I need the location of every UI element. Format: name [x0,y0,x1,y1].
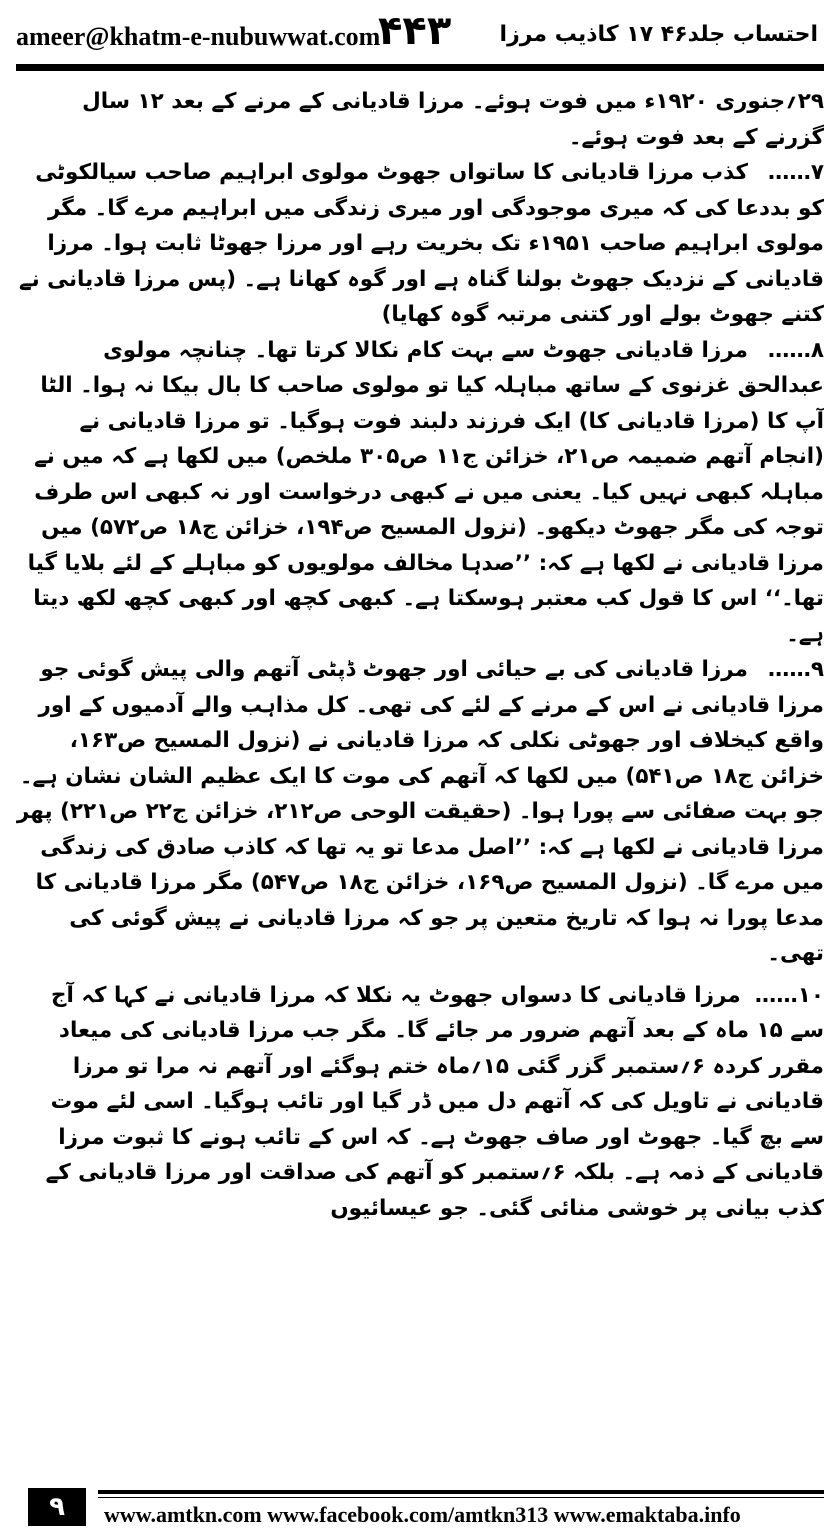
paragraph-text: مرزا قادیانی جھوٹ سے بہت کام نکالا کرتا تھا۔ چنانچہ مولوی عبدالحق غزنوی کے ساتھ مباہلہ کیا تو مولوی صاحب کا بال بیکا نہ ہوا۔ الٹا آپ کا (مرزا قادیانی کا) ایک فرزند دلبند فوت ہوگیا۔ تو مرزا قادیانی نے (انجام آتھم ضمیمہ ص۲۱، خزائن ج۱۱ ص۳۰۵ ملخص) میں لکھا ہے کہ میں نے مباہلہ کبھی نہیں کیا۔ یعنی میں نے کبھی درخواست اور نہ کبھی اس طرف توجہ کی مگر جھوٹ دیکھو۔ (نزول المسیح ص۱۹۴، خزائن ج۱۸ ص۵۷۲) میں مرزا قادیانی نے لکھا ہے کہ: ’’صدہا مخالف مولویوں کو مباہلے کے لئے بلایا گیا تھا۔‘‘ اس کا قول کب معتبر ہوسکتا ہے۔ کبھی کچھ اور کبھی کچھ لکھ دیتا ہے۔ [27,337,824,647]
header-page-number: ۴۴۳ [378,8,452,54]
paragraph-number: ۸…… [767,337,824,363]
body-text [16,84,824,1434]
header-series-title: احتساب جلد۴۶ ۱۷ کاذیب مرزا [499,22,818,47]
paragraph-text: مرزا قادیانی کا دسواں جھوٹ یہ نکلا کہ مرزا قادیانی نے کہا کہ آج سے ۱۵ ماہ کے بعد آتھم ضرور مر جائے گا۔ مگر جب مرزا قادیانی کی میعاد مقرر کردہ ۶؍ستمبر گزر گئی ۱۵؍ماہ ختم ہوگئے اور آتھم نہ مرا تو مرزا قادیانی نے تاویل کی کہ آتھم دل میں ڈر گیا اور تائب ہوگیا۔ اسی لئے موت سے بچ گیا۔ جھوٹ اور صاف جھوٹ ہے۔ کہ اس کے تائب ہونے کا ثبوت مرزا قادیانی کے ذمہ ہے۔ بلکہ ۶؍ستمبر کو آتھم کی صداقت اور مرزا قادیانی کے کذب بیانی پر خوشی منائی گئی۔ جو عیسائیوں [45,982,824,1221]
footer-rule-thin [98,1497,824,1498]
paragraph-text: ۲۹؍جنوری ۱۹۲۰ء میں فوت ہوئے۔ مرزا قادیانی کے مرنے کے بعد ۱۲ سال گزرنے کے بعد فوت ہوئے۔ [82,89,824,150]
paragraph-item-9 [16,652,824,972]
page-footer [0,1488,840,1540]
header-rule [16,64,824,71]
paragraph-number: ۷…… [767,160,824,185]
paragraph-text: کذب مرزا قادیانی کا ساتواں جھوٹ مولوی ابراہیم صاحب سیالکوٹی کو بددعا کی کہ میری موجودگی اور میری زندگی میں ابراہیم مرے گا۔ مگر مولوی ابراہیم صاحب ۱۹۵۱ء تک بخریت رہے اور مرزا جھوٹا ثابت ہوا۔ مرزا قادیانی کے نزدیک جھوٹ بولنا گناہ ہے اور گوہ کھانا ہے۔ (پس مرزا قادیانی نے کتنے جھوٹ بولے اور کتنی مرتبہ گوہ کھایا) [19,160,824,327]
paragraph-item-8 [16,333,824,653]
footer-rule [98,1490,824,1494]
paragraph-number: ۹…… [767,657,824,682]
paragraph-item-7 [16,155,824,333]
footer-links[interactable]: www.amtkn.com www.facebook.com/amtkn313 www.emaktaba.info [104,1502,741,1527]
paragraph-item-10 [16,978,824,1227]
footer-page-number: ۹ [28,1488,86,1526]
paragraph-continued [16,84,824,155]
paragraph-text: مرزا قادیانی کی بے حیائی اور جھوٹ ڈپٹی آتھم والی پیش گوئی جو مرزا قادیانی نے اس کے مرنے کے لئے کی تھی۔ کل مذاہب والے آدمیوں کے اور واقع کیخلاف اور جھوٹی نکلی کہ مرزا قادیانی نے (نزول المسیح ص۱۶۳، خزائن ج۱۸ ص۵۴۱) میں لکھا کہ آتھم کی موت کا ایک عظیم الشان نشان ہے۔ جو بہت صفائی سے پورا ہوا۔ (حقیقت الوحی ص۲۱۲، خزائن ج۲۲ ص۲۲۱) پھر مرزا قادیانی نے لکھا ہے کہ: ’’اصل مدعا تو یہ تھا کہ کاذب صادق کی زندگی میں مرے گا۔ (نزول المسیح ص۱۶۹، خزائن ج۱۸ ص۵۴۷) مگر مرزا قادیانی کا مدعا پورا نہ ہوا کہ تاریخ متعین پر جو کہ مرزا قادیانی نے پیش گوئی کی تھی۔ [16,657,824,966]
header-email[interactable]: ameer@khatm-e-nubuwwat.com [16,22,381,51]
page-header [0,0,840,70]
paragraph-number: ۱۰…… [754,982,824,1008]
